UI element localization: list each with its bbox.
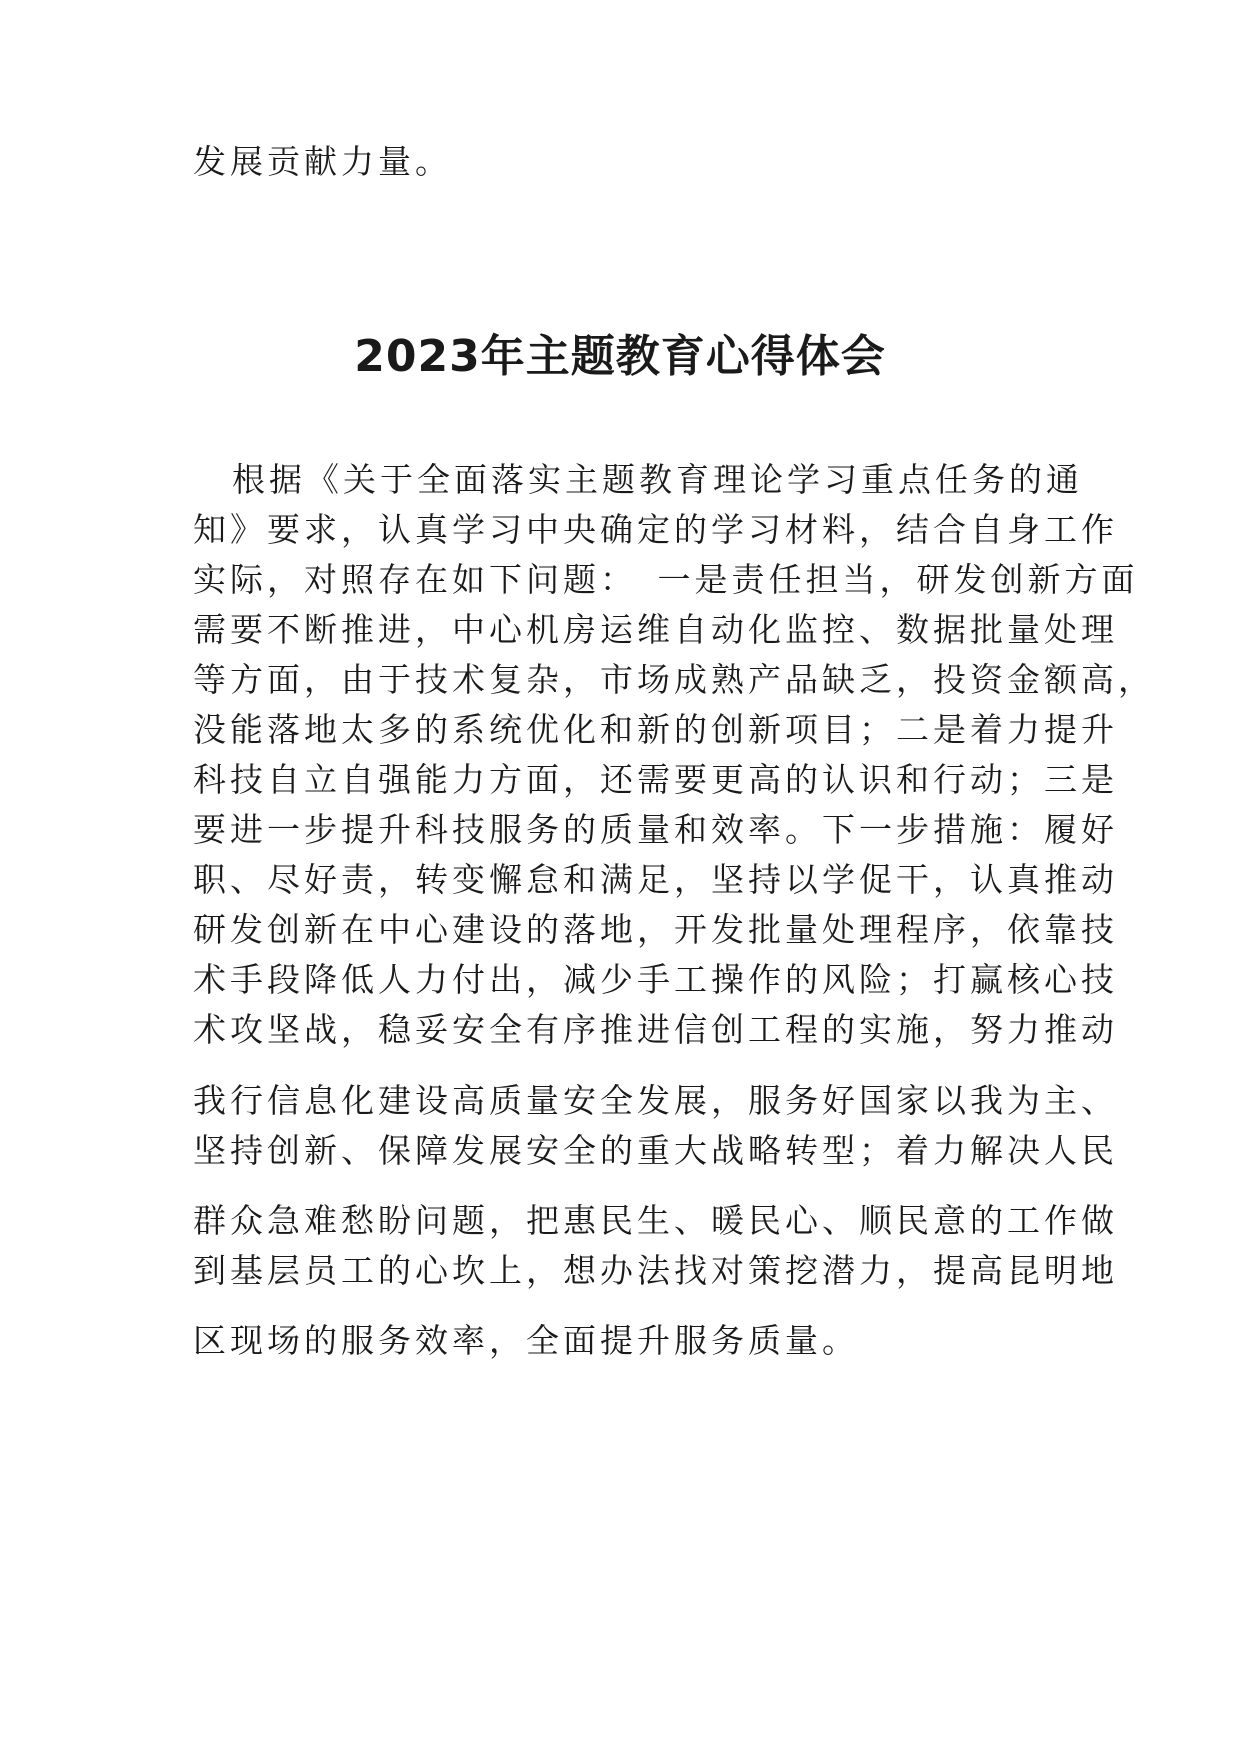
body-line: 实际，对照存在如下问题： 一是责任担当，研发创新方面 [193, 560, 1139, 599]
body-line: 职、尽好责，转变懈怠和满足，坚持以学促干，认真推动 [193, 860, 1118, 899]
body-line: 术攻坚战，稳妥安全有序推进信创工程的实施，努力推动 [193, 1010, 1118, 1049]
body-line: 术手段降低人力付出，减少手工操作的风险；打赢核心技 [193, 960, 1118, 999]
carryover-text-line: 发展贡献力量。 [193, 142, 452, 181]
body-line: 科技自立自强能力方面，还需要更高的认识和行动；三是 [193, 760, 1118, 799]
body-line: 根据《关于全面落实主题教育理论学习重点任务的通 [232, 460, 1083, 499]
body-line: 我行信息化建设高质量安全发展，服务好国家以我为主、 [193, 1081, 1118, 1120]
body-line: 没能落地太多的系统优化和新的创新项目；二是着力提升 [193, 710, 1118, 749]
body-line: 知》要求，认真学习中央确定的学习材料，结合自身工作 [193, 510, 1118, 549]
body-line: 研发创新在中心建设的落地，开发批量处理程序，依靠技 [193, 910, 1118, 949]
body-line: 坚持创新、保障发展安全的重大战略转型；着力解决人民 [193, 1131, 1118, 1170]
body-line: 到基层员工的心坎上，想办法找对策挖潜力，提高昆明地 [193, 1251, 1118, 1290]
body-line: 需要不断推进，中心机房运维自动化监控、数据批量处理 [193, 610, 1118, 649]
body-line: 要进一步提升科技服务的质量和效率。下一步措施：履好 [193, 810, 1118, 849]
document-title: 2023年主题教育心得体会 [354, 331, 886, 382]
body-line: 等方面，由于技术复杂，市场成熟产品缺乏，投资金额高， [193, 660, 1155, 699]
body-line: 区现场的服务效率，全面提升服务质量。 [193, 1321, 859, 1360]
body-line: 群众急难愁盼问题，把惠民生、暖民心、顺民意的工作做 [193, 1201, 1118, 1240]
